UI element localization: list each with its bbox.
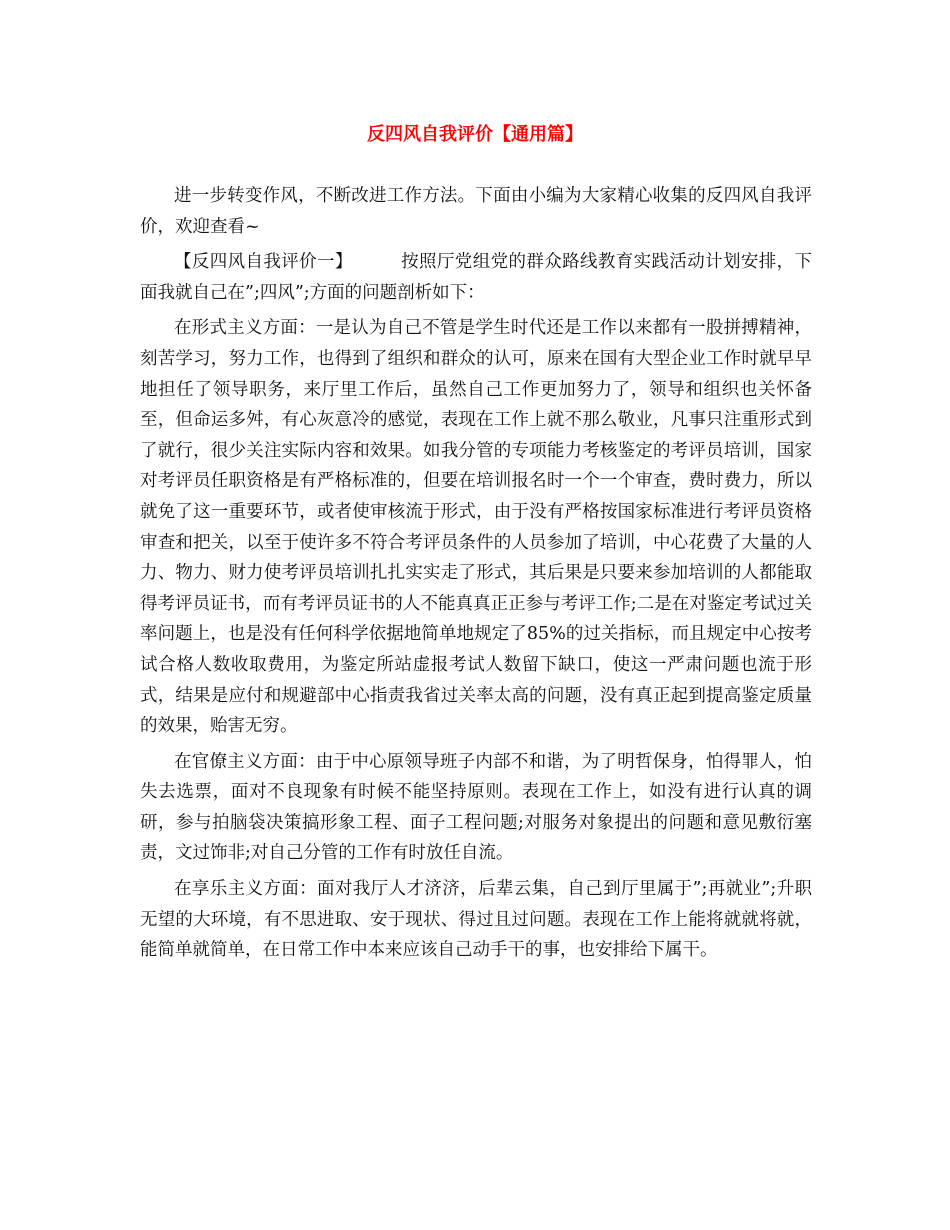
section-paragraph [140, 247, 812, 308]
document-body [140, 181, 812, 966]
section-lead: 按照厅党组党的群众路线教育实践活动计划安排，下面我就自己在”;四风”;方面的问题剖析如下： [140, 252, 813, 303]
document-title: 反四风自我评价【通用篇】 [367, 124, 583, 145]
bureaucratism-paragraph: 在官僚主义方面：由于中心原领导班子内部不和谐，为了明哲保身，怕得罪人，怕失去选票，面对不良现象有时候不能坚持原则。表现在工作上，如没有进行认真的调研，参与拍脑袋决策搞形象工程、面子工程问题;对服务对象提出的问题和意见敷衍塞责，文过饰非;对自己分管的工作有时放任自流。 [140, 751, 812, 864]
formalism-paragraph: 在形式主义方面：一是认为自己不管是学生时代还是工作以来都有一股拼搏精神，刻苦学习，努力工作，也得到了组织和群众的认可，原来在国有大型企业工作时就早早地担任了领导职务，来厅里工作后，虽然自己工作更加努力了，领导和组织也关怀备至，但命运多舛，有心灰意冷的感觉，表现在工作上就不那么敬业，凡事只注重形式到了就行，很少关注实际内容和效果。如我分管的专项能力考核鉴定的考评员培训，国家对考评员任职资格是有严格标准的，但要在培训报名时一个一个审查，费时费力，所以就免了这一重要环节，或者使审核流于形式，由于没有严格按国家标准进行考评员资格审查和把关，以至于使许多不符合考评员条件的人员参加了培训，中心花费了大量的人力、物力、财力使考评员培训扎扎实实走了形式，其后果是只要来参加培训的人都能取得考评员证书，而有考评员证书的人不能真真正正参与考评工作;二是在对鉴定考试过关率问题上，也是没有任何科学依据地简单地规定了85%的过关指标，而且规定中心按考试合格人数收取费用，为鉴定所站虚报考试人数留下缺口，使这一严肃问题也流于形式，结果是应付和规避部中心指责我省过关率太高的问题，没有真正起到提高鉴定质量的效果，贻害无穷。 [140, 318, 812, 737]
section-heading: 【反四风自我评价一】 [174, 252, 353, 273]
intro-paragraph: 进一步转变作风，不断改进工作方法。下面由小编为大家精心收集的反四风自我评价，欢迎查看~ [140, 186, 812, 237]
hedonism-paragraph: 在享乐主义方面：面对我厅人才济济，后辈云集，自己到厅里属于”;再就业”;升职无望的大环境，有不思进取、安于现状、得过且过问题。表现在工作上能将就就将就，能简单就简单，在日常工作中本来应该自己动手干的事，也安排给下属干。 [140, 879, 812, 961]
